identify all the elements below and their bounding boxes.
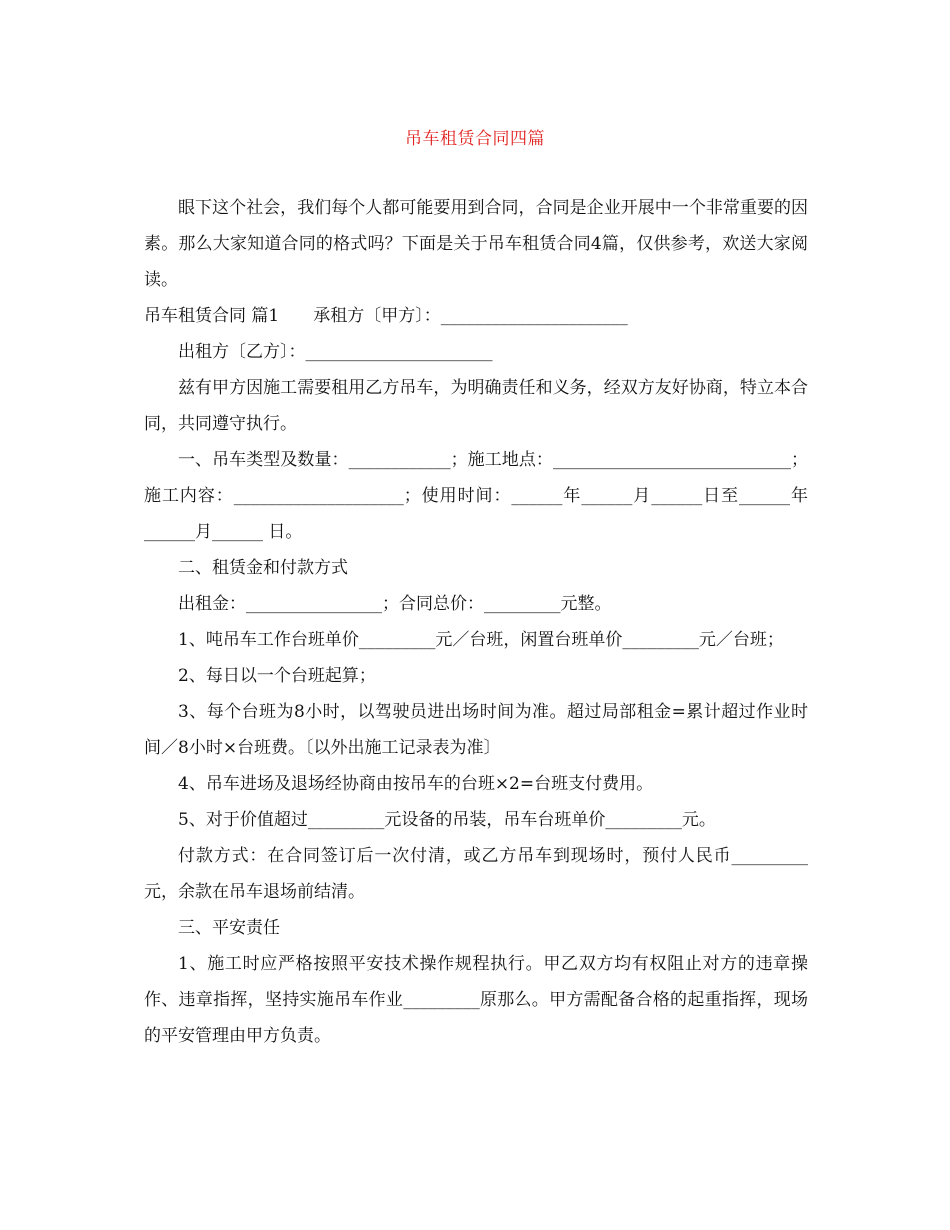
paragraph: 吊车租赁合同 篇1 承租方〔甲方〕：______________________: [144, 306, 628, 326]
paragraph: 5、对于价值超过_________元设备的吊装，吊车台班单价_________元。: [178, 810, 716, 830]
document-title: 吊车租赁合同四篇: [405, 129, 545, 149]
paragraph: 3、每个台班为8小时，以驾驶员进出场时间为准。超过局部租金=累计超过作业时间／8小时×台班费。〔以外出施工记录表为准〕: [144, 702, 808, 758]
document-body: [144, 190, 808, 1054]
paragraph: 1、施工时应严格按照平安技术操作规程执行。甲乙双方均有权阻止对方的违章操作、违章指挥，坚持实施吊车作业_________原那么。甲方需配备合格的起重指挥，现场的平安管理由甲方负责。: [144, 954, 808, 1046]
paragraph: 三、平安责任: [178, 918, 280, 938]
paragraph: 1、吨吊车工作台班单价_________元／台班，闲置台班单价_________元／台班；: [178, 630, 784, 650]
paragraph: 出租方〔乙方〕：______________________: [178, 342, 493, 362]
paragraph: 2、每日以一个台班起算；: [178, 666, 376, 686]
paragraph: 眼下这个社会，我们每个人都可能要用到合同，合同是企业开展中一个非常重要的因素。那么大家知道合同的格式吗？下面是关于吊车租赁合同4篇，仅供参考，欢送大家阅读。: [144, 198, 808, 290]
paragraph: 付款方式：在合同签订后一次付清，或乙方吊车到现场时，预付人民币_________元，余款在吊车退场前结清。: [144, 846, 808, 902]
paragraph: 出租金：________________；合同总价：_________元整。: [178, 594, 612, 614]
paragraph: 4、吊车进场及退场经协商由按吊车的台班×2=台班支付费用。: [178, 774, 654, 794]
paragraph: 二、租赁金和付款方式: [178, 558, 348, 578]
paragraph: 兹有甲方因施工需要租用乙方吊车，为明确责任和义务，经双方友好协商，特立本合同，共同遵守执行。: [144, 378, 808, 434]
paragraph: 一、吊车类型及数量：____________；施工地点：____________________________；施工内容：____________________；使用时间：______年______月______日至______年______月______ 日。: [144, 450, 808, 542]
